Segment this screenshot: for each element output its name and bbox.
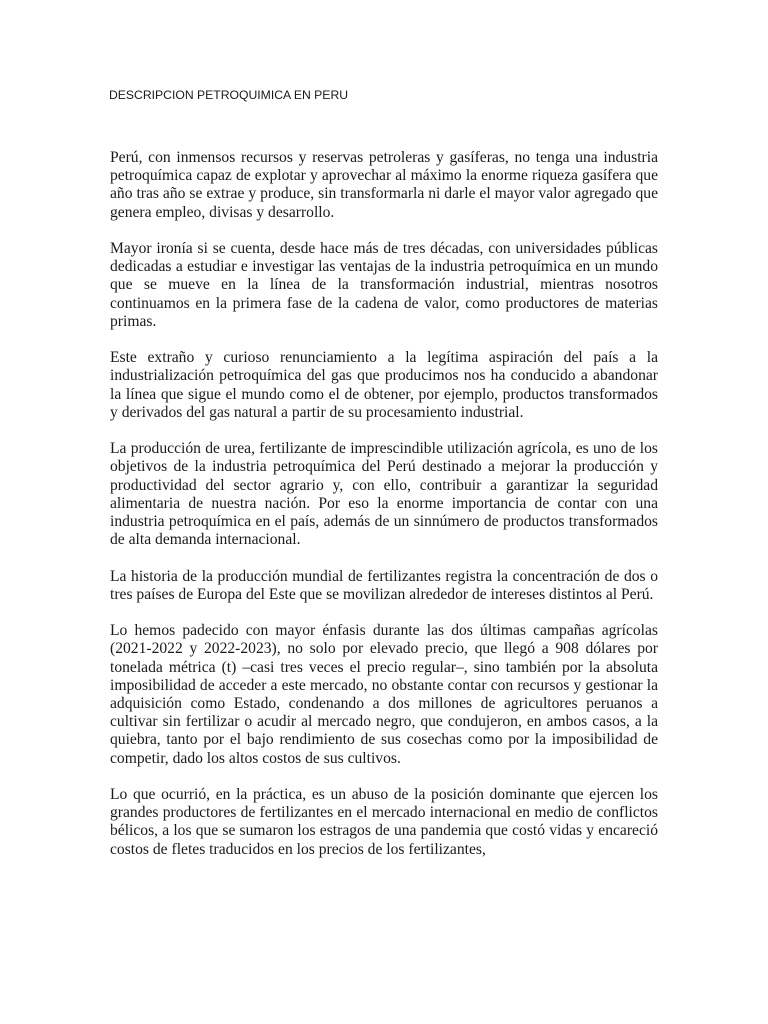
document-title: DESCRIPCION PETROQUIMICA EN PERU	[109, 88, 349, 102]
paragraph-3: Este extraño y curioso renunciamiento a la legítima aspiración del país a la industrialización petroquímica del gas que producimos nos ha conducido a abandonar la línea que sigue el mundo como el de obtener, por ejemplo, productos transformados y derivados del gas natural a partir de su procesamiento industrial.	[110, 349, 658, 421]
paragraph-6: Lo hemos padecido con mayor énfasis durante las dos últimas campañas agrícolas (2021-2022 y 2022-2023), no solo por elevado precio, que llegó a 908 dólares por tonelada métrica (t) –casi tres veces el precio regular–, sino también por la absoluta imposibilidad de acceder a este mercado, no obstante contar con recursos y gestionar la adquisición como Estado, condenando a dos millones de agricultores peruanos a cultivar sin fertilizar o acudir al mercado negro, que condujeron, en ambos casos, a la quiebra, tanto por el bajo rendimiento de sus cosechas como por la imposibilidad de competir, dado los altos costos de sus cultivos.	[110, 622, 658, 767]
paragraph-7: Lo que ocurrió, en la práctica, es un abuso de la posición dominante que ejercen los grandes productores de fertilizantes en el mercado internacional en medio de conflictos bélicos, a los que se sumaron los estragos de una pandemia que costó vidas y encareció costos de fletes traducidos en los precios de los fertilizantes,	[110, 786, 658, 858]
paragraph-4: La producción de urea, fertilizante de imprescindible utilización agrícola, es uno de los objetivos de la industria petroquímica del Perú destinado a mejorar la producción y productividad del sector agrario y, con ello, contribuir a garantizar la seguridad alimentaria de nuestra nación. Por eso la enorme importancia de contar con una industria petroquímica en el país, además de un sinnúmero de productos transformados de alta demanda internacional.	[110, 440, 658, 549]
document-body	[110, 149, 658, 877]
paragraph-5: La historia de la producción mundial de fertilizantes registra la concentración de dos o tres países de Europa del Este que se movilizan alrededor de intereses distintos al Perú.	[110, 567, 658, 603]
paragraph-1: Perú, con inmensos recursos y reservas petroleras y gasíferas, no tenga una industria petroquímica capaz de explotar y aprovechar al máximo la enorme riqueza gasífera que año tras año se extrae y produce, sin transformarla ni darle el mayor valor agregado que genera empleo, divisas y desarrollo.	[110, 149, 658, 221]
paragraph-2: Mayor ironía si se cuenta, desde hace más de tres décadas, con universidades públicas dedicadas a estudiar e investigar las ventajas de la industria petroquímica en un mundo que se mueve en la línea de la transformación industrial, mientras nosotros continuamos en la primera fase de la cadena de valor, como productores de materias primas.	[110, 240, 658, 330]
